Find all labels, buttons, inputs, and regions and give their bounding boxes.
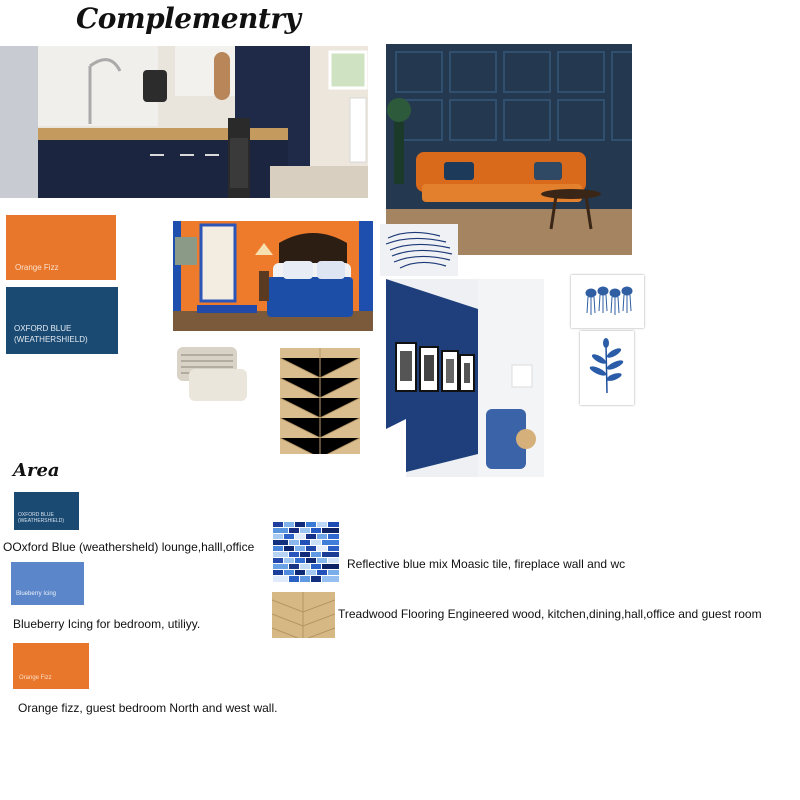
mosaic-tile-sample: [272, 521, 340, 583]
wood-flooring-sample: [280, 348, 360, 454]
oxford-blue-small-label-line1: OXFORD BLUE: [18, 512, 54, 518]
oxford-blue-small-label: [18, 512, 64, 524]
leaf-print-icon: [580, 331, 634, 405]
orange-fizz-caption: Orange fizz, guest bedroom North and west wall.: [18, 701, 278, 715]
cushions-photo: [175, 345, 249, 405]
orange-fizz-label: Orange Fizz: [15, 263, 59, 272]
orange-fizz-small-label: Orange Fizz: [19, 675, 52, 681]
mosaic-tile-caption: Reflective blue mix Moasic tile, fireplace wall and wc: [347, 557, 626, 571]
hallway-photo: [386, 279, 544, 477]
oxford-blue-small-label-line2: (WEATHERSHIELD): [18, 518, 65, 524]
flooring-small-sample: [272, 592, 335, 638]
flooring-caption: Treadwood Flooring Engineered wood, kitchen,dining,hall,office and guest room: [338, 607, 762, 621]
blueberry-icing-label: Blueberry Icing: [16, 591, 57, 597]
orange-fizz-swatch: [6, 215, 116, 280]
kitchen-photo: [0, 46, 368, 198]
area-heading: Area: [13, 460, 60, 481]
oxford-blue-swatch: [6, 287, 118, 354]
oxford-blue-caption: OOxford Blue (weathersheld) lounge,halll,office: [3, 540, 255, 554]
throw-blanket-photo: [380, 224, 458, 276]
bedroom-photo: [173, 221, 373, 331]
orange-fizz-small-swatch: [13, 643, 89, 689]
blueberry-icing-swatch: [11, 562, 84, 605]
oxford-blue-label-line1: OXFORD BLUE: [14, 324, 72, 333]
blueberry-icing-caption: Blueberry Icing for bedroom, utiliyy.: [13, 617, 201, 631]
oxford-blue-label: [14, 323, 88, 345]
jellyfish-print-icon: [571, 275, 644, 328]
oxford-blue-label-line2: (WEATHERSHIELD): [14, 335, 88, 344]
oxford-blue-small-swatch: [14, 492, 79, 530]
board-title: Complementry: [76, 2, 301, 35]
